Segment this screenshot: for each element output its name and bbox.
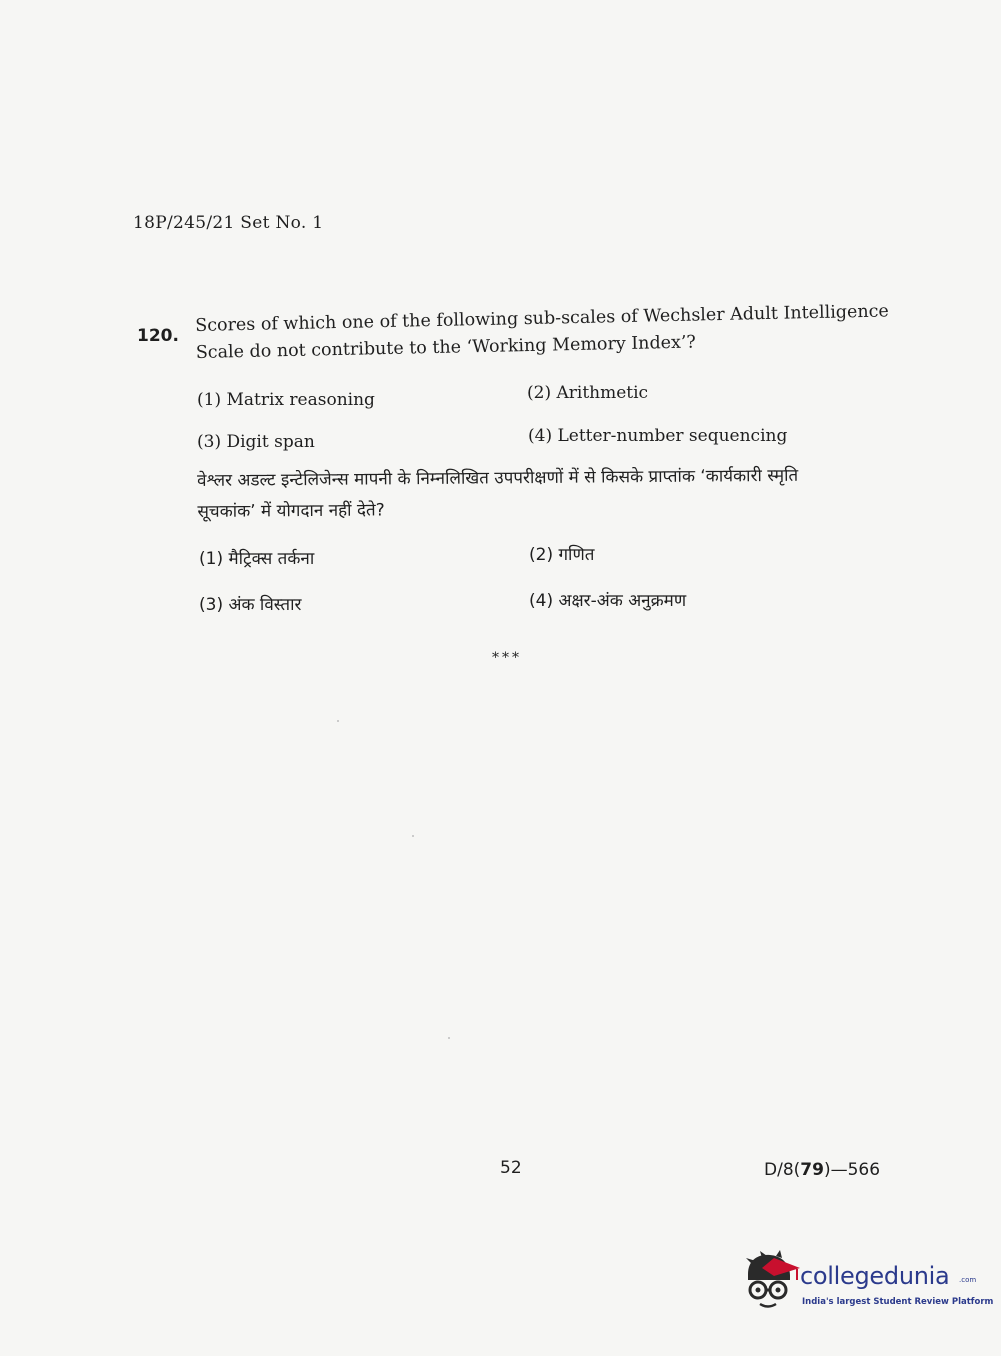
question-text-english xyxy=(195,298,896,367)
question-text-hindi xyxy=(197,460,888,528)
collegedunia-mascot-icon xyxy=(742,1250,802,1312)
question-line-1: Scores of which one of the following sub-scales of Wechsler Adult Intelligence xyxy=(195,301,890,336)
footer-code-bold: 79 xyxy=(800,1160,824,1180)
option-1-english: (1) Matrix reasoning xyxy=(197,390,375,410)
hindi-line-1: वेश्लर अडल्ट इन्टेलिजेन्स मापनी के निम्नलिखित उपपरीक्षणों में से किसके प्राप्तांक ‘कार्यकारी स्मृति xyxy=(197,465,799,491)
option-3-hindi: (3) अंक विस्तार xyxy=(199,595,302,615)
option-2-hindi: (2) गणित xyxy=(529,545,595,565)
option-4-hindi: (4) अक्षर-अंक अनुक्रमण xyxy=(529,591,687,611)
page-number: 52 xyxy=(500,1158,522,1178)
scan-speck xyxy=(337,720,339,722)
watermark-brand: collegedunia xyxy=(800,1262,950,1290)
hindi-line-2: सूचकांक’ में योगदान नहीं देते? xyxy=(197,500,385,522)
scan-speck xyxy=(448,1037,450,1039)
paper-code: 18P/245/21 Set No. 1 xyxy=(133,213,324,233)
question-line-2: Scale do not contribute to the ‘Working Memory Index’? xyxy=(195,332,697,363)
scan-speck xyxy=(412,835,414,837)
watermark-tagline: India's largest Student Review Platform xyxy=(802,1297,994,1307)
question-number: 120. xyxy=(137,326,179,346)
option-4-english: (4) Letter-number sequencing xyxy=(528,426,788,446)
footer-code-suffix: )—566 xyxy=(823,1160,881,1180)
footer-code xyxy=(764,1160,880,1180)
footer-code-prefix: D/8( xyxy=(764,1160,801,1180)
end-separator: *** xyxy=(492,650,522,666)
option-3-english: (3) Digit span xyxy=(197,432,315,452)
watermark-suffix: .com xyxy=(959,1276,977,1284)
option-2-english: (2) Arithmetic xyxy=(527,383,649,403)
option-1-hindi: (1) मैट्रिक्स तर्कना xyxy=(199,549,315,569)
